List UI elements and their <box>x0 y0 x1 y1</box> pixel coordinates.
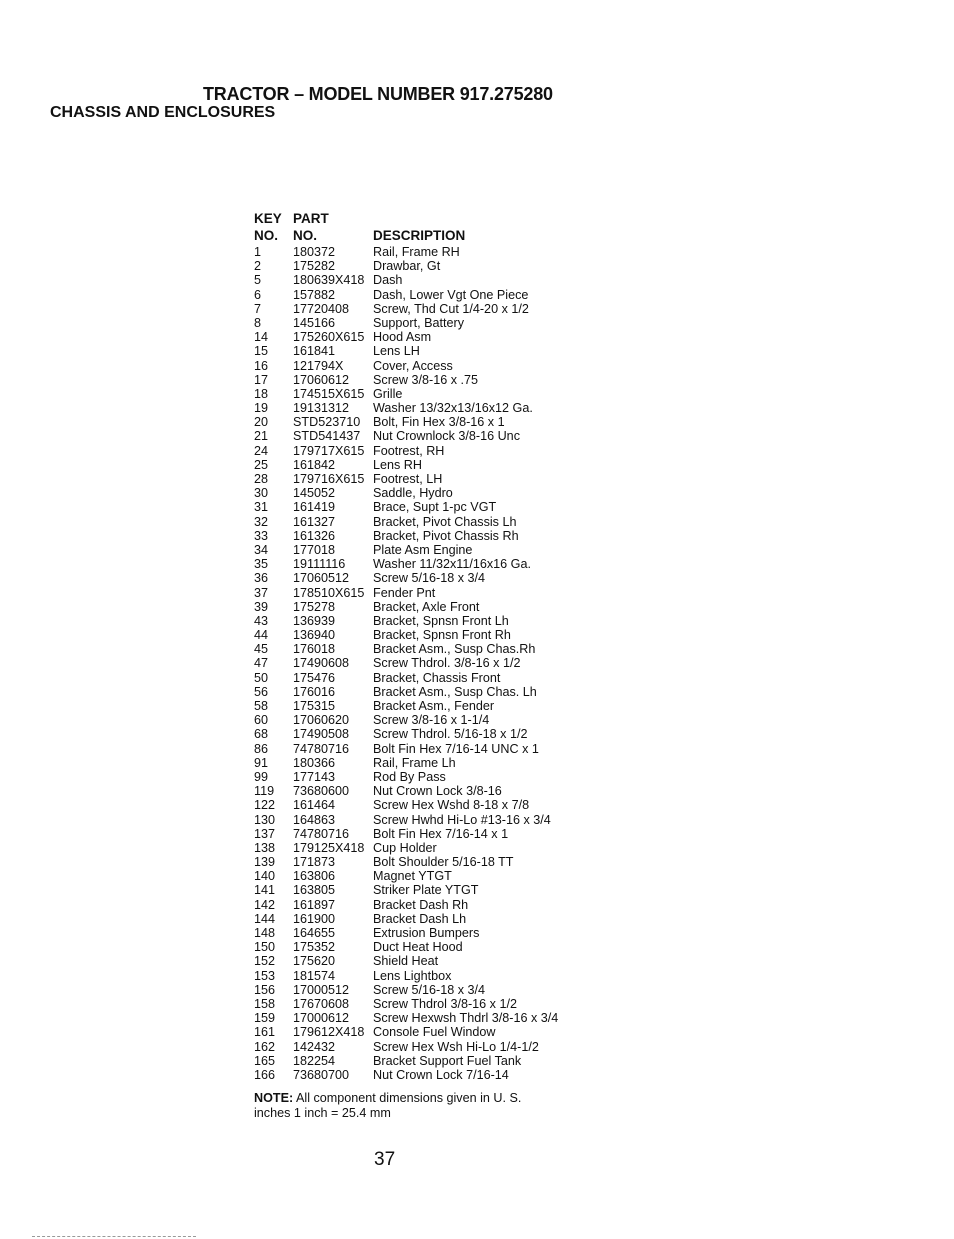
parts-table <box>254 211 558 1082</box>
key-no-cell: 14 <box>254 330 269 345</box>
key-no-cell: 44 <box>254 628 269 643</box>
key-no-cell: 141 <box>254 883 276 898</box>
key-no-cell: 139 <box>254 855 276 870</box>
key-no-cell: 1 <box>254 245 262 259</box>
description-cell: Rail, Frame RH <box>373 245 460 259</box>
description-cell: Screw 3/8-16 x 1-1/4 <box>373 713 490 728</box>
table-row <box>254 486 558 500</box>
table-row <box>254 798 558 812</box>
description-cell: Saddle, Hydro <box>373 486 453 501</box>
table-row <box>254 997 558 1011</box>
part-no-cell: 179612X418 <box>293 1025 365 1040</box>
table-row <box>254 415 558 429</box>
table-row <box>254 458 558 472</box>
description-cell: Screw Hex Wsh Hi-Lo 1/4-1/2 <box>373 1039 539 1054</box>
table-row <box>254 515 558 529</box>
description-cell: Fender Pnt <box>373 585 436 600</box>
section-subtitle: CHASSIS AND ENCLOSURES <box>50 104 276 121</box>
table-row <box>254 330 558 344</box>
dimension-note <box>254 1091 554 1120</box>
part-no-cell: 161327 <box>293 514 336 529</box>
key-no-cell: 2 <box>254 259 262 274</box>
key-no-cell: 130 <box>254 812 276 827</box>
table-row <box>254 529 558 543</box>
description-cell: Bracket, Axle Front <box>373 599 480 614</box>
part-no-cell: 163805 <box>293 883 336 898</box>
part-no-cell: 179716X615 <box>293 472 365 486</box>
part-no-cell: 145052 <box>293 486 336 501</box>
table-row <box>254 898 558 912</box>
part-no-cell: 178510X615 <box>293 585 365 600</box>
table-row <box>254 642 558 656</box>
description-cell: Lens Lightbox <box>373 968 452 983</box>
description-cell: Bolt Shoulder 5/16-18 TT <box>373 855 514 870</box>
table-row <box>254 444 558 458</box>
table-row <box>254 600 558 614</box>
key-no-cell: 56 <box>254 684 269 699</box>
part-no-cell: 161900 <box>293 911 336 926</box>
table-row <box>254 1025 558 1039</box>
description-cell: Washer 13/32x13/16x12 Ga. <box>373 401 533 416</box>
key-no-cell: 150 <box>254 940 276 955</box>
part-no-cell: 74780716 <box>293 826 350 841</box>
key-no-cell: 152 <box>254 954 276 969</box>
description-cell: Nut Crownlock 3/8-16 Unc <box>373 429 520 444</box>
part-no-cell: 17000612 <box>293 1011 350 1026</box>
description-cell: Bracket Asm., Fender <box>373 699 495 713</box>
description-cell: Screw Hex Wshd 8-18 x 7/8 <box>373 798 530 813</box>
key-no-cell: 35 <box>254 557 269 572</box>
table-row <box>254 1040 558 1054</box>
description-cell: Nut Crown Lock 7/16-14 <box>373 1067 509 1082</box>
part-no-cell: 180639X418 <box>293 273 365 288</box>
part-no-cell: 19111116 <box>293 557 346 572</box>
description-cell: Drawbar, Gt <box>373 259 441 274</box>
part-no-cell: 175278 <box>293 599 336 614</box>
table-row <box>254 756 558 770</box>
table-row <box>254 387 558 401</box>
key-no-cell: 16 <box>254 358 269 373</box>
table-row <box>254 373 558 387</box>
description-cell: Rod By Pass <box>373 769 446 784</box>
table-row <box>254 273 558 287</box>
part-no-cell: STD523710 <box>293 415 361 430</box>
key-no-cell: 5 <box>254 273 262 288</box>
table-row <box>254 940 558 954</box>
key-no-cell: 137 <box>254 826 276 841</box>
key-no-cell: 144 <box>254 911 276 926</box>
description-cell: Screw Thdrol. 5/16-18 x 1/2 <box>373 727 528 742</box>
table-row <box>254 784 558 798</box>
part-no-cell: 73680700 <box>293 1067 350 1082</box>
description-cell: Brace, Supt 1-pc VGT <box>373 500 497 515</box>
part-no-cell: 17670608 <box>293 996 350 1011</box>
key-no-cell: 119 <box>254 784 275 799</box>
description-cell: Screw Hwhd Hi-Lo #13-16 x 3/4 <box>373 812 551 827</box>
table-row <box>254 571 558 585</box>
key-no-cell: 140 <box>254 869 276 884</box>
key-no-cell: 50 <box>254 670 269 685</box>
key-no-cell: 39 <box>254 599 269 614</box>
description-cell: Cover, Access <box>373 358 453 373</box>
table-row <box>254 359 558 373</box>
description-cell: Screw 5/16-18 x 3/4 <box>373 571 486 586</box>
header-part-no: NO. <box>293 228 318 243</box>
part-no-cell: 17060612 <box>293 372 350 387</box>
description-cell: Bracket Asm., Susp Chas.Rh <box>373 642 536 657</box>
table-row <box>254 472 558 486</box>
part-no-cell: 19131312 <box>293 401 350 416</box>
key-no-cell: 162 <box>254 1039 276 1054</box>
part-no-cell: 175260X615 <box>293 330 365 345</box>
key-no-cell: 43 <box>254 613 269 628</box>
part-no-cell: 161326 <box>293 528 336 543</box>
table-row <box>254 912 558 926</box>
table-row <box>254 869 558 883</box>
table-row <box>254 245 558 259</box>
description-cell: Dash, Lower Vgt One Piece <box>373 287 529 302</box>
part-no-cell: 175476 <box>293 670 336 685</box>
part-no-cell: 180366 <box>293 755 336 770</box>
part-no-cell: 164655 <box>293 926 336 940</box>
table-row <box>254 429 558 443</box>
part-no-cell: 181574 <box>293 968 336 983</box>
key-no-cell: 142 <box>254 897 276 912</box>
part-no-cell: 161841 <box>293 344 336 359</box>
part-no-cell: 17060620 <box>293 713 350 728</box>
table-row <box>254 614 558 628</box>
part-no-cell: 176018 <box>293 642 336 657</box>
description-cell: Striker Plate YTGT <box>373 883 479 898</box>
table-row <box>254 288 558 302</box>
key-no-cell: 156 <box>254 982 276 997</box>
key-no-cell: 161 <box>254 1025 276 1040</box>
part-no-cell: 179717X615 <box>293 443 365 458</box>
part-no-cell: 175620 <box>293 954 336 969</box>
table-header-row-2 <box>254 227 558 245</box>
description-cell: Duct Heat Hood <box>373 940 463 955</box>
header-key-no: NO. <box>254 228 279 243</box>
key-no-cell: 31 <box>254 500 269 515</box>
description-cell: Bolt Fin Hex 7/16-14 x 1 <box>373 826 509 841</box>
key-no-cell: 60 <box>254 713 269 728</box>
table-row <box>254 586 558 600</box>
key-no-cell: 24 <box>254 443 269 458</box>
page-number: 37 <box>374 1149 396 1170</box>
table-row <box>254 316 558 330</box>
key-no-cell: 18 <box>254 386 269 401</box>
part-no-cell: 164863 <box>293 812 336 827</box>
table-row <box>254 954 558 968</box>
key-no-cell: 21 <box>254 429 269 444</box>
part-no-cell: 136939 <box>293 613 336 628</box>
part-no-cell: STD541437 <box>293 429 361 444</box>
table-row <box>254 1054 558 1068</box>
part-no-cell: 121794X <box>293 358 344 373</box>
key-no-cell: 33 <box>254 528 269 543</box>
part-no-cell: 145166 <box>293 315 336 330</box>
description-cell: Screw 5/16-18 x 3/4 <box>373 982 486 997</box>
table-row <box>254 883 558 897</box>
key-no-cell: 19 <box>254 401 269 416</box>
key-no-cell: 91 <box>254 755 269 770</box>
key-no-cell: 158 <box>254 996 276 1011</box>
description-cell: Bracket, Pivot Chassis Lh <box>373 514 517 529</box>
description-cell: Support, Battery <box>373 315 465 330</box>
description-cell: Console Fuel Window <box>373 1025 496 1040</box>
description-cell: Screw Thdrol 3/8-16 x 1/2 <box>373 996 517 1011</box>
part-no-cell: 174515X615 <box>293 386 365 401</box>
description-cell: Lens LH <box>373 344 420 359</box>
description-cell: Screw 3/8-16 x .75 <box>373 372 478 387</box>
description-cell: Bracket Support Fuel Tank <box>373 1053 522 1068</box>
table-row <box>254 983 558 997</box>
description-cell: Lens RH <box>373 457 422 472</box>
key-no-cell: 122 <box>254 798 276 813</box>
description-cell: Bracket Dash Rh <box>373 897 469 912</box>
part-no-cell: 175315 <box>293 699 336 713</box>
part-no-cell: 182254 <box>293 1053 336 1068</box>
part-no-cell: 17490508 <box>293 727 350 742</box>
description-cell: Shield Heat <box>373 954 439 969</box>
part-no-cell: 17060512 <box>293 571 350 586</box>
key-no-cell: 47 <box>254 656 269 671</box>
note-text: All component dimensions given in U. S. inches 1 inch = 25.4 mm <box>254 1091 522 1120</box>
description-cell: Rail, Frame Lh <box>373 755 456 770</box>
part-no-cell: 177143 <box>293 769 336 784</box>
part-no-cell: 176016 <box>293 684 336 699</box>
table-row <box>254 259 558 273</box>
table-row <box>254 1011 558 1025</box>
key-no-cell: 45 <box>254 642 269 657</box>
description-cell: Bracket, Spnsn Front Lh <box>373 613 509 628</box>
table-row <box>254 841 558 855</box>
part-no-cell: 175352 <box>293 940 336 955</box>
key-no-cell: 28 <box>254 472 269 486</box>
key-no-cell: 165 <box>254 1053 276 1068</box>
key-no-cell: 25 <box>254 457 269 472</box>
part-no-cell: 171873 <box>293 855 336 870</box>
part-no-cell: 161464 <box>293 798 336 813</box>
table-row <box>254 344 558 358</box>
description-cell: Magnet YTGT <box>373 869 452 884</box>
part-no-cell: 17720408 <box>293 301 350 316</box>
footer-divider <box>32 1236 196 1237</box>
description-cell: Screw, Thd Cut 1/4-20 x 1/2 <box>373 301 529 316</box>
description-cell: Bolt, Fin Hex 3/8-16 x 1 <box>373 415 505 430</box>
header-part: PART <box>293 211 329 226</box>
table-row <box>254 770 558 784</box>
description-cell: Washer 11/32x11/16x16 Ga. <box>373 557 531 572</box>
table-row <box>254 969 558 983</box>
description-cell: Footrest, LH <box>373 472 443 486</box>
description-cell: Bracket, Spnsn Front Rh <box>373 628 511 643</box>
key-no-cell: 68 <box>254 727 269 742</box>
table-row <box>254 813 558 827</box>
table-row <box>254 401 558 415</box>
header-description: DESCRIPTION <box>373 228 466 243</box>
part-no-cell: 180372 <box>293 245 336 259</box>
description-cell: Bracket Asm., Susp Chas. Lh <box>373 684 537 699</box>
part-no-cell: 157882 <box>293 287 336 302</box>
table-row <box>254 671 558 685</box>
table-row <box>254 742 558 756</box>
description-cell: Screw Hexwsh Thdrl 3/8-16 x 3/4 <box>373 1011 559 1026</box>
table-row <box>254 827 558 841</box>
part-no-cell: 161842 <box>293 457 336 472</box>
table-row <box>254 628 558 642</box>
key-no-cell: 148 <box>254 926 276 940</box>
part-no-cell: 175282 <box>293 259 336 274</box>
description-cell: Nut Crown Lock 3/8-16 <box>373 784 502 799</box>
part-no-cell: 177018 <box>293 542 336 557</box>
note-label: NOTE: <box>254 1091 294 1105</box>
table-row <box>254 727 558 741</box>
description-cell: Extrusion Bumpers <box>373 926 480 940</box>
description-cell: Bracket, Pivot Chassis Rh <box>373 528 519 543</box>
part-no-cell: 142432 <box>293 1039 336 1054</box>
key-no-cell: 7 <box>254 301 262 316</box>
table-header-row-1 <box>254 211 558 227</box>
description-cell: Hood Asm <box>373 330 432 345</box>
key-no-cell: 6 <box>254 287 262 302</box>
part-no-cell: 161897 <box>293 897 336 912</box>
part-no-cell: 73680600 <box>293 784 350 799</box>
table-row <box>254 656 558 670</box>
part-no-cell: 17490608 <box>293 656 350 671</box>
description-cell: Footrest, RH <box>373 443 445 458</box>
key-no-cell: 20 <box>254 415 269 430</box>
part-no-cell: 17000512 <box>293 982 350 997</box>
table-row <box>254 926 558 940</box>
key-no-cell: 37 <box>254 585 269 600</box>
key-no-cell: 58 <box>254 699 269 713</box>
part-no-cell: 74780716 <box>293 741 350 756</box>
key-no-cell: 34 <box>254 542 269 557</box>
header-key: KEY <box>254 211 282 226</box>
description-cell: Dash <box>373 273 403 288</box>
key-no-cell: 32 <box>254 514 269 529</box>
key-no-cell: 8 <box>254 315 262 330</box>
table-body <box>254 245 558 1082</box>
key-no-cell: 166 <box>254 1067 276 1082</box>
description-cell: Plate Asm Engine <box>373 542 473 557</box>
key-no-cell: 15 <box>254 344 269 359</box>
page-title: TRACTOR – MODEL NUMBER 917.275280 <box>203 84 553 104</box>
key-no-cell: 30 <box>254 486 269 501</box>
table-row <box>254 685 558 699</box>
table-row <box>254 855 558 869</box>
table-row <box>254 699 558 713</box>
part-no-cell: 136940 <box>293 628 336 643</box>
part-no-cell: 179125X418 <box>293 840 365 855</box>
description-cell: Bracket Dash Lh <box>373 911 467 926</box>
key-no-cell: 86 <box>254 741 269 756</box>
table-row <box>254 557 558 571</box>
table-row <box>254 500 558 514</box>
key-no-cell: 138 <box>254 840 276 855</box>
description-cell: Screw Thdrol. 3/8-16 x 1/2 <box>373 656 521 671</box>
table-row <box>254 302 558 316</box>
table-row <box>254 1068 558 1082</box>
description-cell: Bolt Fin Hex 7/16-14 UNC x 1 <box>373 741 539 756</box>
description-cell: Bracket, Chassis Front <box>373 670 501 685</box>
part-no-cell: 161419 <box>293 500 336 515</box>
key-no-cell: 153 <box>254 968 276 983</box>
key-no-cell: 159 <box>254 1011 276 1026</box>
key-no-cell: 17 <box>254 372 269 387</box>
description-cell: Cup Holder <box>373 840 437 855</box>
part-no-cell: 163806 <box>293 869 336 884</box>
description-cell: Grille <box>373 386 403 401</box>
table-row <box>254 543 558 557</box>
key-no-cell: 36 <box>254 571 269 586</box>
key-no-cell: 99 <box>254 769 269 784</box>
table-row <box>254 713 558 727</box>
